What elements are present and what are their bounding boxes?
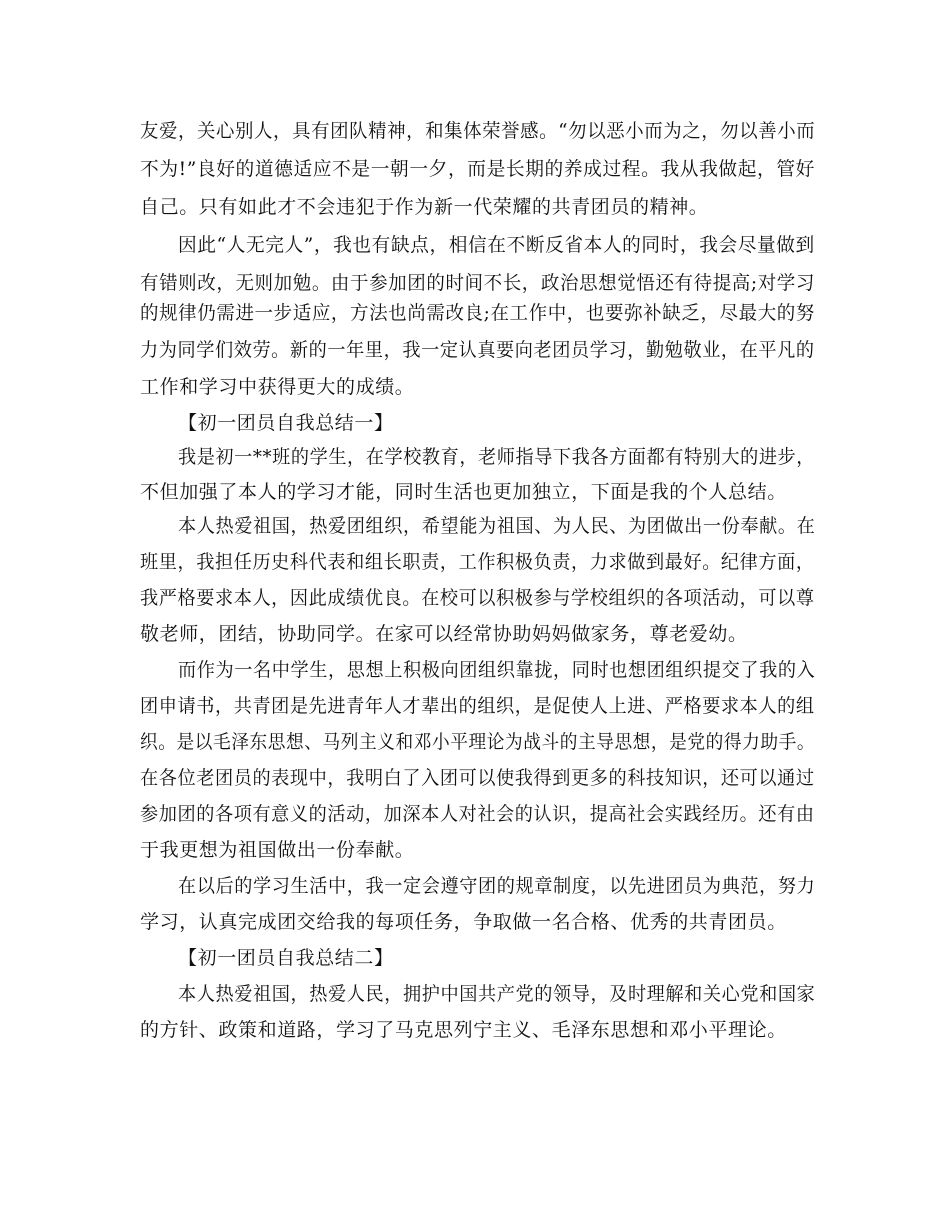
paragraph-first-line: 本人热爱祖国，热爱团组织，希望能为祖国、为人民、为团做出一份奉献。在 — [178, 515, 816, 537]
text-line: 班里，我担任历史科代表和组长职责，工作积极负责，力求做到最好。纪律方面， — [140, 551, 815, 573]
text-line: 我严格要求本人，因此成绩优良。在校可以积极参与学校组织的各项活动，可以尊 — [140, 587, 815, 609]
paragraph-first-line: 因此“人无完人”，我也有缺点，相信在不断反省本人的同时，我会尽量做到 — [178, 234, 815, 256]
text-line: 有错则改，无则加勉。由于参加团的时间不长，政治思想觉悟还有待提高;对学习 — [140, 272, 815, 294]
text-line: 于我更想为祖国做出一份奉献。 — [140, 839, 415, 861]
text-line: 敬老师，团结，协助同学。在家可以经常协助妈妈做家务，尊老爱幼。 — [140, 623, 748, 645]
text-line: 学习，认真完成团交给我的每项任务，争取做一名合格、优秀的共青团员。 — [140, 911, 787, 933]
text-line: 织。是以毛泽东思想、马列主义和邓小平理论为战斗的主导思想，是党的得力助手。 — [140, 731, 816, 753]
paragraph-first-line: 在以后的学习生活中，我一定会遵守团的规章制度，以先进团员为典范，努力 — [178, 875, 816, 897]
text-line: 在各位老团员的表现中，我明白了入团可以使我得到更多的科技知识，还可以通过 — [140, 767, 815, 789]
text-line: 自己。只有如此才不会违犯于作为新一代荣耀的共青团员的精神。 — [140, 196, 709, 218]
text-line: 的规律仍需进一步适应，方法也尚需改良;在工作中，也要弥补缺乏，尽最大的努 — [140, 302, 815, 324]
text-line: 不为!”良好的道德适应不是一朝一夕，而是长期的养成过程。我从我做起，管好 — [140, 158, 815, 180]
section-heading: 【初一团员自我总结二】 — [178, 947, 394, 969]
paragraph-first-line: 而作为一名中学生，思想上积极向团组织靠拢，同时也想团组织提交了我的入 — [178, 659, 816, 681]
paragraph-first-line: 本人热爱祖国，热爱人民，拥护中国共产党的领导，及时理解和关心党和国家 — [178, 983, 816, 1005]
section-heading: 【初一团员自我总结一】 — [178, 412, 394, 434]
text-line: 不但加强了本人的学习才能，同时生活也更加独立，下面是我的个人总结。 — [140, 481, 787, 503]
paragraph-first-line: 我是初一**班的学生，在学校教育，老师指导下我各方面都有特别大的进步， — [178, 446, 815, 468]
text-line: 力为同学们效劳。新的一年里，我一定认真要向老团员学习，勤勉敬业，在平凡的 — [140, 339, 815, 361]
text-line: 友爱，关心别人，具有团队精神，和集体荣誉感。“勿以恶小而为之，勿以善小而 — [140, 120, 816, 142]
text-line: 工作和学习中获得更大的成绩。 — [140, 376, 415, 398]
text-line: 团申请书，共青团是先进青年人才辈出的组织，是促使人上进、严格要求本人的组 — [140, 695, 815, 717]
text-line: 参加团的各项有意义的活动，加深本人对社会的认识，提高社会实践经历。还有由 — [140, 803, 815, 825]
text-line: 的方针、政策和道路，学习了马克思列宁主义、毛泽东思想和邓小平理论。 — [140, 1019, 787, 1041]
